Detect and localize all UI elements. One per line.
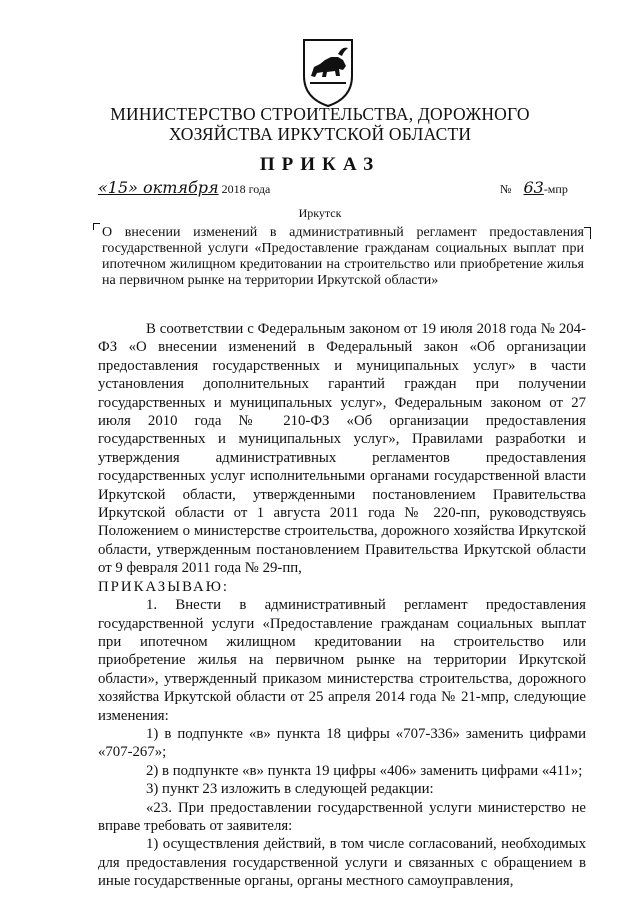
subitem-2: 2) в подпункте «в» пункта 19 цифры «406» заменить цифрами «411»;: [146, 762, 583, 779]
item-1-paragraph: 1. Внести в административный регламент предоставления государственной услуги «Предоставление гражданам социальных выплат при ипотечном жилищном кредитовании на строительство или приобретение жилья на первичном рынке на территории Иркутской области», утвержденный приказом министерства строительства, дорожного хозяйства Иркутской области от 25 апреля 2014 года № 21-мпр, следующие изменения:: [98, 597, 586, 724]
date-year: 2018 года: [221, 182, 271, 196]
subject-bracket-left: [93, 223, 100, 230]
order-body: [98, 320, 586, 891]
subitem-1: 1) в подпункте «в» пункта 18 цифры «707-336» заменить цифрами «707-267»;: [98, 725, 586, 761]
order-word: ПРИКАЗЫВАЮ:: [98, 578, 230, 595]
handwritten-number: 63: [523, 178, 544, 197]
city-name: Иркутск: [298, 206, 342, 220]
preamble-paragraph: В соответствии с Федеральным законом от 19 июля 2018 года № 204-ФЗ «О внесении изменений в Федеральный закон «Об организации предоставления государственных и муниципальных услуг» в части установления дополнительных гарантий граждан при получении государственных и муниципальных услуг», Федеральным законом от 27 июля 2010 года № 210-ФЗ «Об организации предоставления государственных и муниципальных услуг», Правилами разработки и утверждения административных регламентов предоставления государственных услуг исполнительными органами государственной власти Иркутской области, утвержденными постановлением Правительства Иркутской области от 1 августа 2011 года № 220-пп, руководствуясь Положением о министерстве строительства, дорожного хозяйства Иркутской области, утвержденным постановлением Правительства Иркутской области от 9 февраля 2011 года № 29-пп,: [98, 321, 586, 577]
order-subject: О внесении изменений в административный регламент предоставления государственной услуги «Предоставление гражданам социальных выплат при ипотечном жилищном кредитовании на строительство или приобретение жилья на первичном рынке на территории Иркутской области»: [102, 225, 584, 288]
ministry-name: МИНИСТЕРСТВО СТРОИТЕЛЬСТВА, ДОРОЖНОГО ХОЗЯЙСТВА ИРКУТСКОЙ ОБЛАСТИ: [110, 104, 530, 144]
subitem-3: 3) пункт 23 изложить в следующей редакции:: [146, 781, 434, 798]
quoted-clause-23: «23. При предоставлении государственной услуги министерство не вправе требовать от заявителя:: [98, 799, 586, 834]
order-number: [500, 178, 568, 197]
coat-of-arms-emblem: [298, 36, 358, 108]
order-date: [98, 178, 270, 197]
subject-bracket-right: [584, 227, 591, 239]
order-title: ПРИКАЗ: [259, 154, 381, 175]
number-sign: №: [500, 182, 512, 196]
number-suffix: -мпр: [543, 182, 568, 196]
quoted-subclause-1: 1) осуществления действий, в том числе согласований, необходимых для предоставления государственной услуги и связанных с обращением в иные государственные органы, органы местного самоуправления,: [98, 836, 586, 890]
handwritten-date: «15» октября: [98, 178, 219, 197]
